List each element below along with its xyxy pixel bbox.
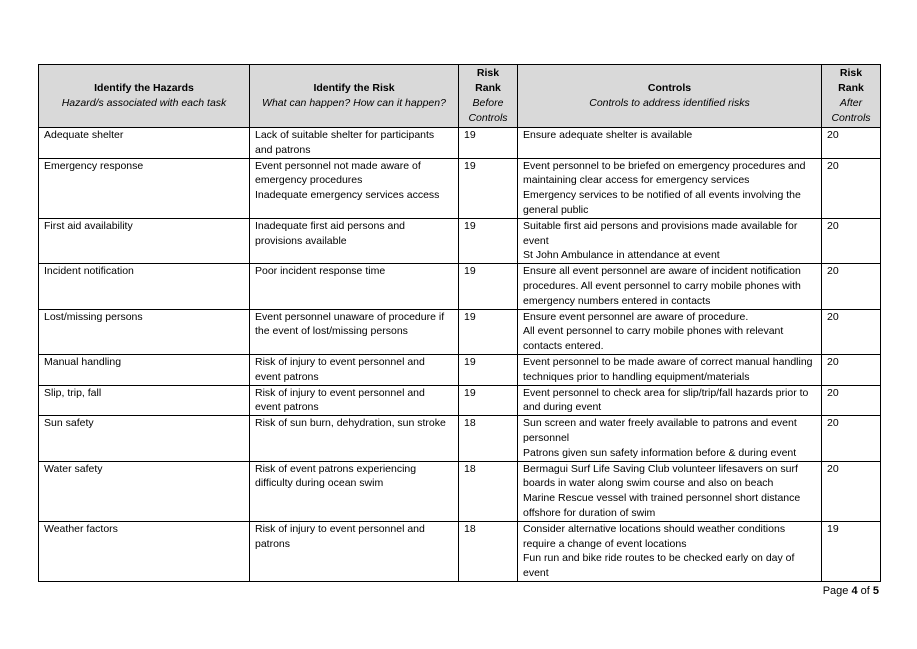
risk-cell: Risk of injury to event personnel and event patrons	[250, 354, 459, 385]
table-row	[39, 354, 881, 385]
hazard-cell: Adequate shelter	[39, 128, 250, 159]
controls-cell-line: Emergency services to be notified of all events involving the general public	[523, 189, 801, 216]
risk-cell: Event personnel unaware of procedure if the event of lost/missing persons	[250, 309, 459, 354]
rank-after-cell: 20	[822, 461, 881, 521]
risk-cell: Risk of sun burn, dehydration, sun stroke	[250, 416, 459, 461]
hazard-cell: Weather factors	[39, 521, 250, 581]
risk-cell-line: Inadequate emergency services access	[255, 189, 440, 202]
page-number: Page 4 of 5	[822, 585, 879, 597]
controls-cell: Ensure adequate shelter is available	[518, 128, 822, 159]
rank-before-cell: 19	[459, 385, 518, 416]
controls-cell-line: Bermagui Surf Life Saving Club volunteer lifesavers on surf boards in water along swim course and also on beach	[523, 462, 798, 490]
rank-after-cell: 20	[822, 385, 881, 416]
table-row	[39, 309, 881, 354]
table-row	[39, 461, 881, 521]
risk-cell	[250, 158, 459, 218]
controls-cell-line: St John Ambulance in attendance at event	[523, 249, 720, 262]
controls-cell-line: Fun run and bike ride routes to be checked early on day of event	[523, 552, 795, 580]
table-row	[39, 158, 881, 218]
risk-assessment-table	[38, 64, 881, 582]
hazard-cell: Water safety	[39, 461, 250, 521]
table-row	[39, 128, 881, 159]
header-controls: Controls Controls to address identified risks	[518, 65, 822, 128]
table-row	[39, 521, 881, 581]
hazard-cell: Sun safety	[39, 416, 250, 461]
controls-cell: Event personnel to check area for slip/trip/fall hazards prior to and during event	[518, 385, 822, 416]
rank-after-cell: 20	[822, 218, 881, 263]
hazard-cell: Lost/missing persons	[39, 309, 250, 354]
rank-before-cell: 19	[459, 309, 518, 354]
hazard-cell: First aid availability	[39, 218, 250, 263]
hazard-cell: Manual handling	[39, 354, 250, 385]
rank-after-cell: 20	[822, 158, 881, 218]
rank-after-cell: 20	[822, 128, 881, 159]
controls-cell-line: Ensure event personnel are aware of procedure.	[523, 310, 749, 323]
controls-cell-line: Marine Rescue vessel with trained personnel short distance offshore for duration of swim	[523, 492, 801, 519]
table-row	[39, 416, 881, 461]
controls-cell: Event personnel to be made aware of correct manual handling techniques prior to handling equipment/materials	[518, 354, 822, 385]
risk-cell: Risk of event patrons experiencing difficulty during ocean swim	[250, 461, 459, 521]
controls-cell	[518, 309, 822, 354]
rank-after-cell: 20	[822, 354, 881, 385]
rank-before-cell: 18	[459, 416, 518, 461]
risk-cell: Inadequate first aid persons and provisions available	[250, 218, 459, 263]
risk-cell: Risk of injury to event personnel and patrons	[250, 521, 459, 581]
table-row	[39, 385, 881, 416]
rank-before-cell: 18	[459, 521, 518, 581]
rank-before-cell: 19	[459, 158, 518, 218]
hazard-cell: Slip, trip, fall	[39, 385, 250, 416]
header-risk: Identify the Risk What can happen? How can it happen?	[250, 65, 459, 128]
rank-after-cell: 20	[822, 416, 881, 461]
risk-cell: Risk of injury to event personnel and event patrons	[250, 385, 459, 416]
controls-cell-line: Event personnel to be briefed on emergency procedures and maintaining clear access for emergency services	[523, 159, 806, 187]
rank-before-cell: 19	[459, 264, 518, 309]
hazard-cell: Incident notification	[39, 264, 250, 309]
controls-cell	[518, 218, 822, 263]
header-rank-after: Risk Rank After Controls	[822, 65, 881, 128]
risk-cell-line: Event personnel not made aware of emergency procedures	[255, 159, 421, 187]
controls-cell	[518, 521, 822, 581]
table-row	[39, 218, 881, 263]
rank-after-cell: 20	[822, 264, 881, 309]
rank-before-cell: 19	[459, 354, 518, 385]
controls-cell-line: Consider alternative locations should weather conditions require a change of event locations	[523, 522, 786, 550]
controls-cell-line: Sun screen and water freely available to patrons and event personnel	[523, 417, 797, 444]
rank-after-cell: 20	[822, 309, 881, 354]
risk-cell: Lack of suitable shelter for participants and patrons	[250, 128, 459, 159]
controls-cell: Ensure all event personnel are aware of incident notification procedures. All event personnel to carry mobile phones with emergency numbers entered in contacts	[518, 264, 822, 309]
rank-before-cell: 19	[459, 218, 518, 263]
controls-cell	[518, 416, 822, 461]
table-body	[39, 128, 881, 582]
controls-cell	[518, 158, 822, 218]
rank-before-cell: 18	[459, 461, 518, 521]
controls-cell	[518, 461, 822, 521]
controls-cell-line: Suitable first aid persons and provisions made available for event	[523, 219, 798, 247]
table-row	[39, 264, 881, 309]
table-header-row	[39, 65, 881, 128]
rank-after-cell: 19	[822, 521, 881, 581]
header-rank-before: Risk Rank Before Controls	[459, 65, 518, 128]
controls-cell-line: All event personnel to carry mobile phones with relevant contacts entered.	[523, 325, 784, 353]
hazard-cell: Emergency response	[39, 158, 250, 218]
controls-cell-line: Patrons given sun safety information before & during event	[523, 446, 797, 459]
rank-before-cell: 19	[459, 128, 518, 159]
header-hazards: Identify the Hazards Hazard/s associated with each task	[39, 65, 250, 128]
risk-cell: Poor incident response time	[250, 264, 459, 309]
